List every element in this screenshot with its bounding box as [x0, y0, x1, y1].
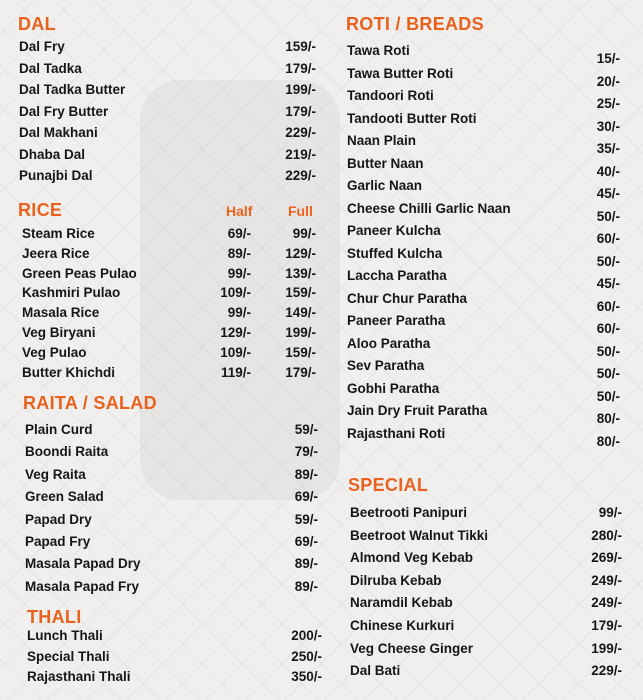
menu-item-row [350, 663, 643, 685]
menu-item-row [25, 512, 325, 534]
menu-item-full-price: 149/- [285, 305, 316, 321]
menu-item-name: Butter Khichdi [22, 364, 115, 380]
menu-item-half-price: 99/- [227, 265, 251, 281]
menu-item-name: Sev Paratha [347, 358, 425, 373]
menu-item-price: 249/- [591, 572, 622, 588]
section-title-special: SPECIAL [348, 475, 429, 495]
menu-item-row [25, 444, 325, 466]
menu-item-name: Chur Chur Paratha [347, 290, 468, 306]
menu-item-price: 50/- [596, 253, 620, 269]
menu-item-name: Jeera Rice [22, 245, 90, 261]
menu-item-row [350, 528, 643, 550]
menu-item-price: 229/- [285, 125, 316, 140]
menu-item-row [347, 403, 643, 425]
menu-item-price: 40/- [596, 163, 620, 179]
menu-item-row [350, 595, 643, 617]
menu-item-half-price: 89/- [227, 245, 251, 261]
menu-item-full-price: 129/- [285, 245, 316, 261]
menu-item-row [25, 556, 325, 578]
menu-item-row [347, 381, 643, 403]
menu-item-name: Papad Dry [25, 511, 92, 527]
menu-item-row [27, 628, 327, 650]
menu-item-row [25, 422, 325, 444]
menu-item-row [347, 133, 643, 155]
menu-item-row [347, 178, 643, 200]
menu-item-price: 179/- [591, 618, 622, 633]
menu-item-half-price: 99/- [227, 305, 251, 321]
menu-item-price: 99/- [598, 505, 622, 520]
menu-item-row [347, 201, 643, 223]
menu-item-half-price: 119/- [220, 364, 251, 380]
menu-item-price: 60/- [596, 321, 620, 336]
menu-item-price: 280/- [591, 527, 622, 543]
menu-item-price: 50/- [596, 208, 620, 224]
rice-full-header: Full [288, 203, 313, 219]
menu-item-price: 30/- [596, 118, 620, 134]
menu-item-name: Veg Cheese Ginger [350, 640, 474, 656]
menu-item-full-price: 159/- [285, 344, 316, 360]
menu-item-price: 50/- [596, 388, 620, 404]
menu-item-row [347, 223, 643, 245]
menu-item-full-price: 139/- [285, 265, 316, 281]
menu-item-row [22, 365, 322, 387]
menu-item-half-price: 129/- [220, 325, 251, 340]
menu-item-row [347, 313, 643, 335]
menu-item-name: Dal Tadka Butter [19, 82, 126, 97]
menu-item-row [19, 147, 319, 169]
menu-item-row [25, 579, 325, 601]
menu-item-row [19, 82, 319, 104]
menu-item-name: Masala Rice [22, 305, 100, 321]
menu-item-price: 159/- [285, 39, 316, 54]
menu-item-price: 179/- [285, 60, 316, 76]
menu-item-name: Beetrooti Panipuri [350, 505, 468, 520]
menu-item-price: 60/- [596, 298, 620, 314]
menu-item-row [347, 291, 643, 313]
menu-item-row [347, 111, 643, 133]
menu-item-name: Plain Curd [25, 422, 93, 437]
menu-item-row [22, 285, 322, 307]
menu-item-price: 45/- [596, 186, 620, 201]
menu-item-name: Dal Bati [350, 663, 401, 679]
menu-item-name: Dal Tadka [19, 60, 82, 76]
menu-item-price: 79/- [294, 444, 318, 460]
menu-item-row [19, 168, 319, 190]
menu-item-name: Aloo Paratha [347, 335, 431, 351]
menu-item-row [19, 125, 319, 147]
menu-item-price: 80/- [596, 411, 620, 426]
menu-item-row [350, 618, 643, 640]
menu-item-row [27, 669, 327, 691]
menu-item-name: Tandooti Butter Roti [347, 110, 477, 126]
menu-item-name: Naramdil Kebab [350, 595, 453, 611]
menu-item-name: Rajasthani Thali [27, 669, 131, 684]
menu-item-full-price: 179/- [285, 364, 316, 380]
menu-item-row [22, 266, 322, 288]
menu-item-row [350, 573, 643, 595]
menu-item-name: Steam Rice [22, 226, 95, 241]
menu-item-name: Masala Papad Fry [25, 578, 140, 594]
menu-item-name: Laccha Paratha [347, 268, 447, 283]
section-title-rice: RICE [18, 200, 63, 220]
menu-item-name: Special Thali [27, 648, 110, 664]
menu-item-half-price: 109/- [220, 285, 251, 301]
menu-item-price: 229/- [285, 168, 316, 183]
menu-item-name: Papad Fry [25, 534, 91, 549]
menu-item-name: Gobhi Paratha [347, 380, 440, 396]
menu-item-name: Lunch Thali [27, 628, 103, 643]
menu-item-row [347, 66, 643, 88]
menu-item-price: 60/- [596, 231, 620, 246]
menu-item-name: Chinese Kurkuri [350, 618, 455, 633]
menu-item-price: 89/- [294, 578, 318, 594]
menu-item-name: Garlic Naan [347, 178, 423, 193]
menu-item-price: 350/- [291, 669, 322, 684]
menu-item-row [347, 358, 643, 380]
menu-item-name: Veg Pulao [22, 344, 87, 360]
menu-item-price: 89/- [294, 466, 318, 482]
menu-item-price: 219/- [285, 146, 316, 162]
menu-item-row [347, 156, 643, 178]
menu-item-full-price: 199/- [285, 325, 316, 340]
menu-item-name: Stuffed Kulcha [347, 245, 443, 261]
menu-item-row [22, 325, 322, 347]
menu-item-row [19, 61, 319, 83]
menu-item-name: Beetroot Walnut Tikki [350, 527, 489, 543]
menu-item-price: 59/- [294, 422, 318, 437]
menu-item-price: 200/- [291, 628, 322, 643]
menu-item-price: 50/- [596, 366, 620, 381]
menu-item-name: Punajbi Dal [19, 168, 93, 183]
menu-item-name: Dal Makhani [19, 125, 98, 140]
menu-item-price: 199/- [591, 640, 622, 656]
menu-item-name: Jain Dry Fruit Paratha [347, 403, 488, 418]
menu-item-name: Naan Plain [347, 133, 417, 148]
menu-item-full-price: 99/- [292, 226, 316, 241]
section-title-dal: DAL [18, 14, 56, 34]
menu-item-row [350, 505, 643, 527]
menu-item-name: Tandoori Roti [347, 88, 434, 103]
menu-item-price: 89/- [294, 556, 318, 572]
menu-item-price: 50/- [596, 343, 620, 359]
menu-item-name: Almond Veg Kebab [350, 550, 474, 566]
menu-item-name: Green Peas Pulao [22, 265, 137, 281]
menu-item-price: 269/- [591, 550, 622, 566]
rice-half-header: Half [226, 203, 253, 219]
menu-item-row [350, 641, 643, 663]
menu-item-row [27, 649, 327, 671]
menu-item-name: Kashmiri Pulao [22, 285, 121, 301]
menu-item-row [22, 226, 322, 248]
section-title-raita-salad: RAITA / SALAD [23, 393, 157, 413]
menu-item-price: 59/- [294, 511, 318, 527]
menu-item-price: 45/- [596, 276, 620, 291]
menu-item-price: 69/- [294, 534, 318, 549]
menu-item-name: Veg Raita [25, 466, 86, 482]
menu-item-name: Paneer Paratha [347, 313, 446, 328]
menu-item-name: Dhaba Dal [19, 146, 86, 162]
menu-item-row [347, 336, 643, 358]
menu-item-row [347, 246, 643, 268]
section-title-thali: THALI [27, 607, 82, 627]
menu-item-row [22, 345, 322, 367]
menu-item-row [25, 534, 325, 556]
menu-item-row [347, 268, 643, 290]
menu-item-name: Green Salad [25, 489, 104, 505]
menu-item-row [25, 489, 325, 511]
menu-item-price: 249/- [591, 595, 622, 611]
menu-item-half-price: 109/- [220, 344, 251, 360]
menu-item-row [347, 88, 643, 110]
menu-item-price: 25/- [596, 96, 620, 111]
menu-item-price: 199/- [285, 82, 316, 97]
menu-item-name: Dal Fry [19, 39, 65, 54]
menu-item-row [19, 104, 319, 126]
menu-item-price: 250/- [291, 648, 322, 664]
menu-item-price: 15/- [596, 51, 620, 66]
menu-item-name: Tawa Butter Roti [347, 65, 454, 81]
menu-item-half-price: 69/- [227, 226, 251, 241]
menu-item-name: Paneer Kulcha [347, 223, 441, 238]
menu-item-row [22, 305, 322, 327]
menu-item-name: Tawa Roti [347, 43, 410, 58]
menu-item-price: 20/- [596, 73, 620, 89]
section-title-roti-breads: ROTI / BREADS [346, 14, 484, 34]
menu-item-price: 80/- [596, 433, 620, 449]
menu-item-name: Boondi Raita [25, 444, 109, 460]
menu-item-name: Dilruba Kebab [350, 572, 442, 588]
menu-item-row [347, 426, 643, 448]
menu-item-full-price: 159/- [285, 285, 316, 301]
menu-item-row [25, 467, 325, 489]
menu-item-name: Cheese Chilli Garlic Naan [347, 200, 511, 216]
menu-item-row [22, 246, 322, 268]
menu-item-row [350, 550, 643, 572]
menu-item-row [19, 39, 319, 61]
menu-item-price: 69/- [294, 489, 318, 505]
menu-item-price: 179/- [285, 103, 316, 119]
menu-item-name: Dal Fry Butter [19, 103, 109, 119]
menu-item-price: 35/- [596, 141, 620, 156]
menu-item-name: Veg Biryani [22, 325, 96, 340]
menu-item-row [347, 43, 643, 65]
menu-item-price: 229/- [591, 663, 622, 679]
menu-item-name: Rajasthani Roti [347, 425, 446, 441]
menu-item-name: Butter Naan [347, 155, 424, 171]
menu-item-name: Masala Papad Dry [25, 556, 141, 572]
